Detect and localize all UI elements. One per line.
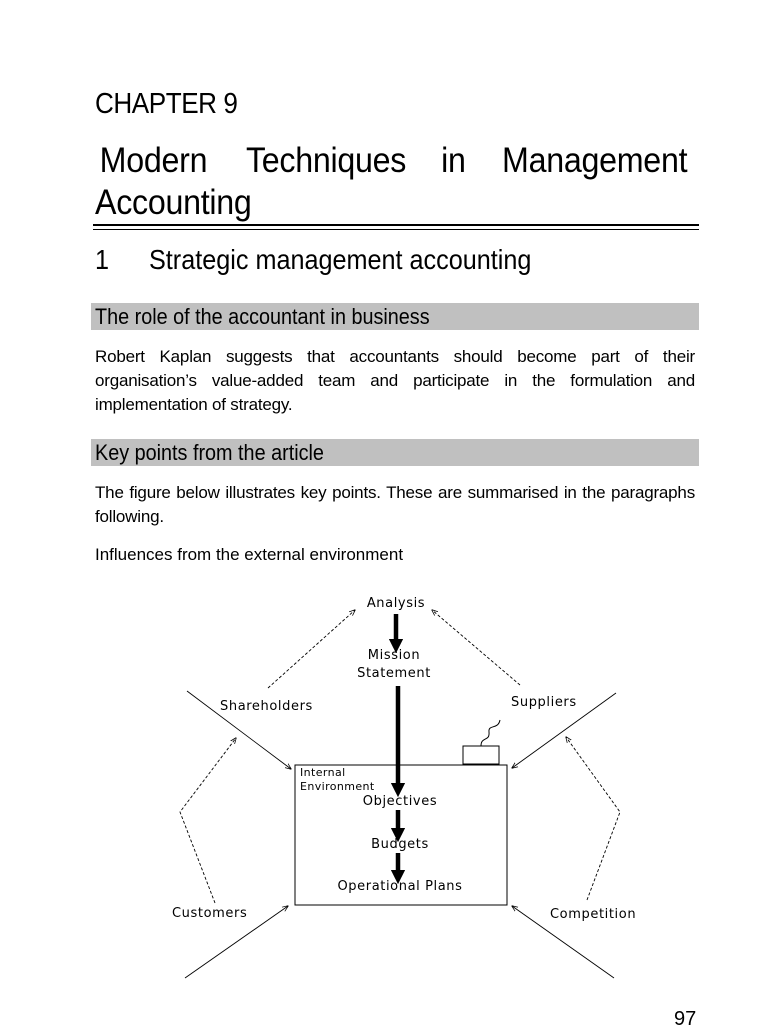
chapter-title-word: Modern: [99, 141, 208, 180]
chapter-title: [95, 140, 695, 224]
label-budgets: Budgets: [371, 837, 429, 852]
chapter-title-word: Techniques: [245, 141, 407, 180]
label-customers: Customers: [172, 906, 248, 921]
label-analysis: Analysis: [366, 596, 426, 611]
subsection-heading-role: [91, 303, 699, 330]
squiggle-line: [481, 720, 500, 746]
label-internal-2: Environment: [300, 780, 375, 793]
label-objectives: Objectives: [362, 794, 438, 809]
subsection-heading-text: The role of the accountant in business: [95, 304, 430, 329]
chapter-title-line2: Accounting: [95, 183, 252, 222]
dashed-arrow-shareholders-analysis: [268, 610, 355, 688]
title-rule-thin: [93, 229, 699, 230]
dashed-arrow-customers-shareholders: [180, 738, 236, 903]
page-number: 97: [674, 1008, 697, 1030]
dashed-arrow-competition-suppliers: [566, 737, 620, 900]
chapter-title-word: in: [441, 141, 466, 180]
title-rule-thick: [93, 224, 699, 226]
chapter-label: CHAPTER 9: [95, 88, 238, 120]
section-heading: [95, 244, 531, 276]
chapter-title-line1: [95, 140, 695, 182]
subsection-heading-key-points: [91, 439, 699, 466]
label-operational-plans: Operational Plans: [337, 879, 463, 894]
paragraph-key-points: The figure below illustrates key points. These are summarised in the paragraphs following.: [95, 483, 695, 526]
figure-caption: Influences from the external environment: [95, 545, 404, 564]
label-internal-1: Internal: [300, 766, 346, 779]
section-number: 1: [95, 244, 110, 275]
dashed-arrow-suppliers-analysis: [432, 610, 520, 685]
chapter-title-word: Management: [501, 141, 687, 180]
label-mission-1: Mission: [367, 648, 421, 663]
label-mission-2: Statement: [357, 666, 431, 681]
subsection-heading-text: Key points from the article: [95, 440, 324, 465]
label-suppliers: Suppliers: [511, 695, 577, 710]
section-title: Strategic management accounting: [149, 244, 532, 275]
paragraph-role: Robert Kaplan suggests that accountants should become part of their organisation’s value-added team and participate in the formulation and implementation of strategy.: [95, 347, 695, 414]
label-shareholders: Shareholders: [220, 699, 313, 714]
box-tab: [463, 746, 499, 764]
label-competition: Competition: [550, 907, 637, 922]
strategy-diagram: [0, 580, 768, 1000]
